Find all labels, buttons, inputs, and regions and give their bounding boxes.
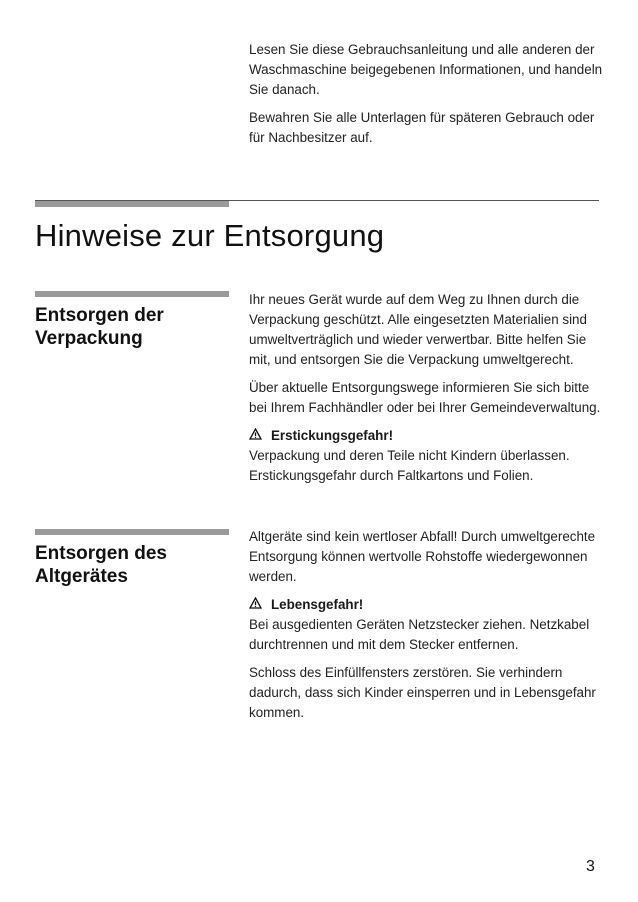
- section-title-line2: Verpackung: [35, 328, 143, 349]
- warning-title-text: Lebensgefahr!: [271, 597, 364, 612]
- section-title-line1: Entsorgen der: [35, 305, 164, 326]
- warning-triangle-icon: [249, 426, 265, 446]
- section-title-packaging: [35, 304, 225, 350]
- intro-paragraph-2: Bewahren Sie alle Unterlagen für späteren Gebrauch oder für Nachbesitzer auf.: [249, 110, 595, 145]
- section-body-packaging: [249, 290, 609, 494]
- section-divider-bar-old-appliance: [35, 529, 229, 535]
- section-title-line1: Entsorgen des: [35, 543, 167, 564]
- old-appliance-paragraph-1: Altgeräte sind kein wertloser Abfall! Durch umweltgerechte Entsorgung können wertvolle Rohstoffe wiedergewonnen werden.: [249, 529, 596, 584]
- page-number: 3: [586, 858, 595, 875]
- old-appliance-warning-title: [249, 595, 609, 615]
- intro-paragraph-1: Lesen Sie diese Gebrauchsanleitung und alle anderen der Waschmaschine beigegebenen Informationen, und handeln Sie danach.: [249, 42, 603, 97]
- heading-divider-bar: [35, 201, 229, 207]
- section-title-line2: Altgerätes: [35, 566, 128, 587]
- warning-triangle-icon: [249, 595, 265, 615]
- old-appliance-warning-text: Bei ausgedienten Geräten Netzstecker ziehen. Netzkabel durchtrennen und mit dem Stecker entfernen.: [249, 617, 590, 652]
- intro-block: [249, 40, 609, 156]
- packaging-warning-text: Verpackung und deren Teile nicht Kindern überlassen. Erstickungsgefahr durch Faltkartons und Folien.: [249, 448, 570, 483]
- section-divider-bar-packaging: [35, 291, 229, 297]
- section-title-old-appliance: [35, 542, 225, 588]
- packaging-warning-title: [249, 426, 609, 446]
- section-body-old-appliance: [249, 527, 609, 731]
- warning-title-text: Erstickungsgefahr!: [271, 428, 394, 443]
- packaging-paragraph-1: Ihr neues Gerät wurde auf dem Weg zu Ihnen durch die Verpackung geschützt. Alle eingesetzten Materialien sind umweltverträglich und wieder verwertbar. Bitte helfen Sie mit, und entsorgen Sie die Verpackung umweltgerecht.: [249, 292, 587, 367]
- old-appliance-paragraph-2: Schloss des Einfüllfensters zerstören. Sie verhindern dadurch, dass sich Kinder einsperren und in Lebensgefahr kommen.: [249, 665, 596, 720]
- page-heading: Hinweise zur Entsorgung: [35, 218, 385, 253]
- packaging-paragraph-2: Über aktuelle Entsorgungswege informieren Sie sich bitte bei Ihrem Fachhändler oder bei Ihrer Gemeindeverwaltung.: [249, 380, 601, 415]
